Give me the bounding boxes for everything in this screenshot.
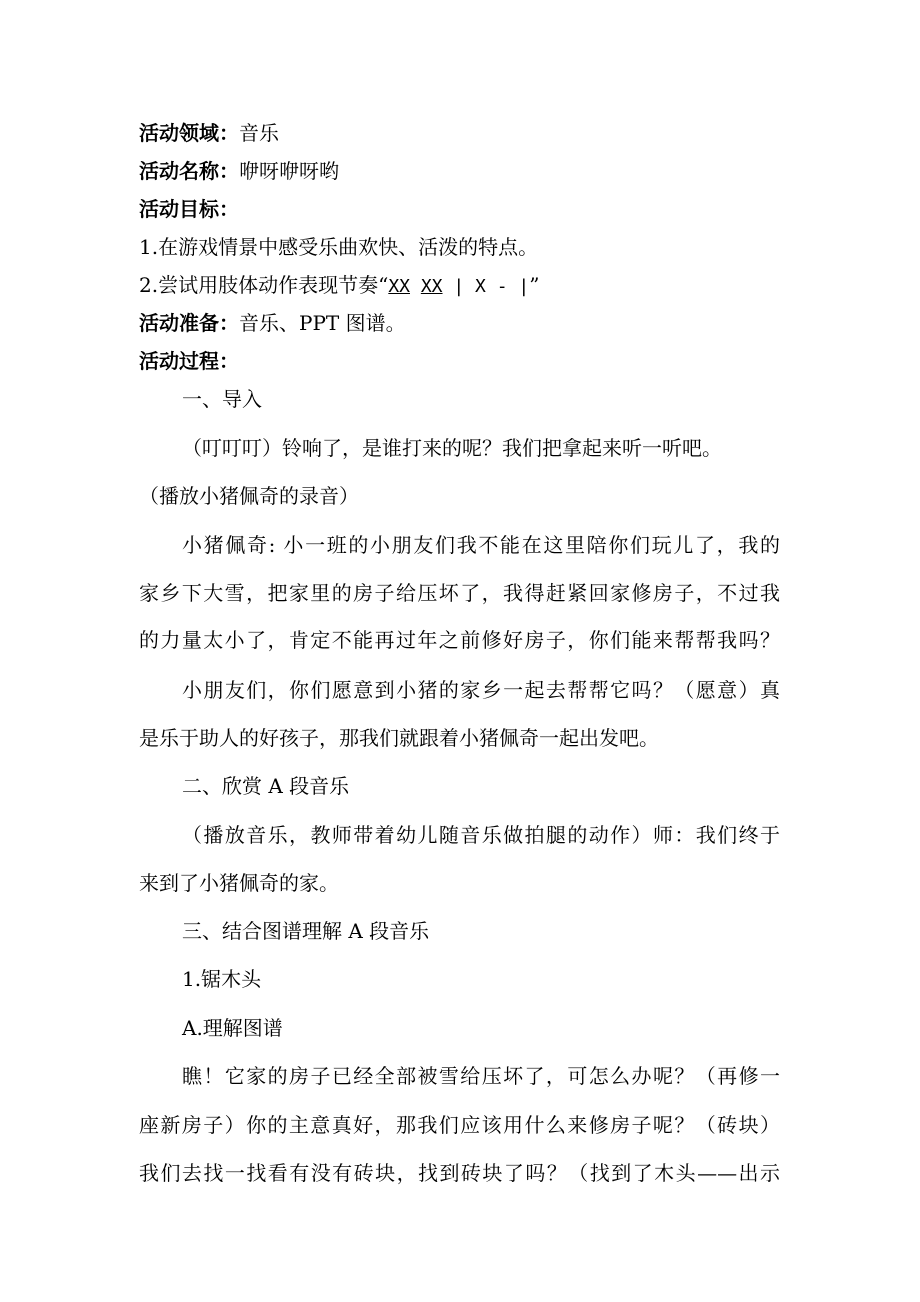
activity-name-label: 活动名称： — [139, 159, 239, 183]
activity-goal-1: 1.在游戏情景中感受乐曲欢快、活泼的特点。 — [139, 235, 539, 259]
section-2-para-1-line-2: 来到了小猪佩奇的家。 — [139, 871, 339, 895]
rhythm-xx-1: XX — [388, 276, 410, 297]
section-1-para-3-line-1: 小朋友们，你们愿意到小猪的家乡一起去帮帮它吗？（愿意）真 — [182, 678, 780, 702]
section-2-title: 二、欣赏 A 段音乐 — [182, 774, 350, 798]
activity-domain-label: 活动领域： — [139, 121, 239, 145]
section-3-sub-1: 1.锯木头 — [182, 967, 262, 991]
goal-2-prefix: 2.尝试用肢体动作表现节奏“ — [139, 273, 389, 297]
section-3-sub-2: A.理解图谱 — [182, 1016, 283, 1040]
activity-goal-2 — [139, 273, 799, 299]
section-1-title: 一、导入 — [182, 387, 262, 411]
activity-domain-value: 音乐 — [239, 121, 279, 145]
section-2-para-1-line-1: （播放音乐，教师带着幼儿随音乐做拍腿的动作）师：我们终于 — [182, 823, 780, 847]
section-3-para-1-line-2: 座新房子）你的主意真好，那我们应该用什么来修房子呢？（砖块） — [139, 1113, 780, 1137]
activity-process-label: 活动过程： — [139, 349, 239, 373]
rhythm-rest: | X - | — [453, 276, 530, 297]
section-1-para-2-line-2: 家乡下大雪，把家里的房子给压坏了，我得赶紧回家修房子，不过我 — [139, 581, 780, 605]
section-1-para-1-line-2: （播放小猪佩奇的录音） — [139, 484, 359, 508]
section-3-para-1-line-3: 我们去找一找看有没有砖块，找到砖块了吗？（找到了木头——出示 — [139, 1161, 780, 1185]
activity-domain-line — [139, 121, 799, 145]
rhythm-xx-2: XX — [420, 276, 443, 297]
goal-2-suffix: ” — [529, 273, 540, 297]
activity-goal-label: 活动目标： — [139, 197, 239, 221]
activity-name-value: 咿呀咿呀哟 — [239, 159, 339, 183]
section-1-para-2-line-3: 的力量太小了，肯定不能再过年之前修好房子，你们能来帮帮我吗？ — [139, 628, 780, 652]
section-1-para-3-line-2: 是乐于助人的好孩子，那我们就跟着小猪佩奇一起出发吧。 — [139, 726, 659, 750]
activity-prep-value: 音乐、PPT 图谱。 — [239, 311, 406, 335]
section-1-para-1-line-1: （叮叮叮）铃响了，是谁打来的呢？我们把拿起来听一听吧。 — [182, 436, 722, 460]
activity-prep-label: 活动准备： — [139, 311, 239, 335]
section-3-title: 三、结合图谱理解 A 段音乐 — [182, 919, 430, 943]
section-3-para-1-line-1: 瞧！它家的房子已经全部被雪给压坏了，可怎么办呢？（再修一 — [182, 1064, 780, 1088]
section-1-para-2-line-1: 小猪佩奇: 小一班的小朋友们我不能在这里陪你们玩儿了，我的 — [182, 533, 780, 557]
activity-prep-line — [139, 311, 799, 335]
activity-name-line — [139, 159, 799, 183]
